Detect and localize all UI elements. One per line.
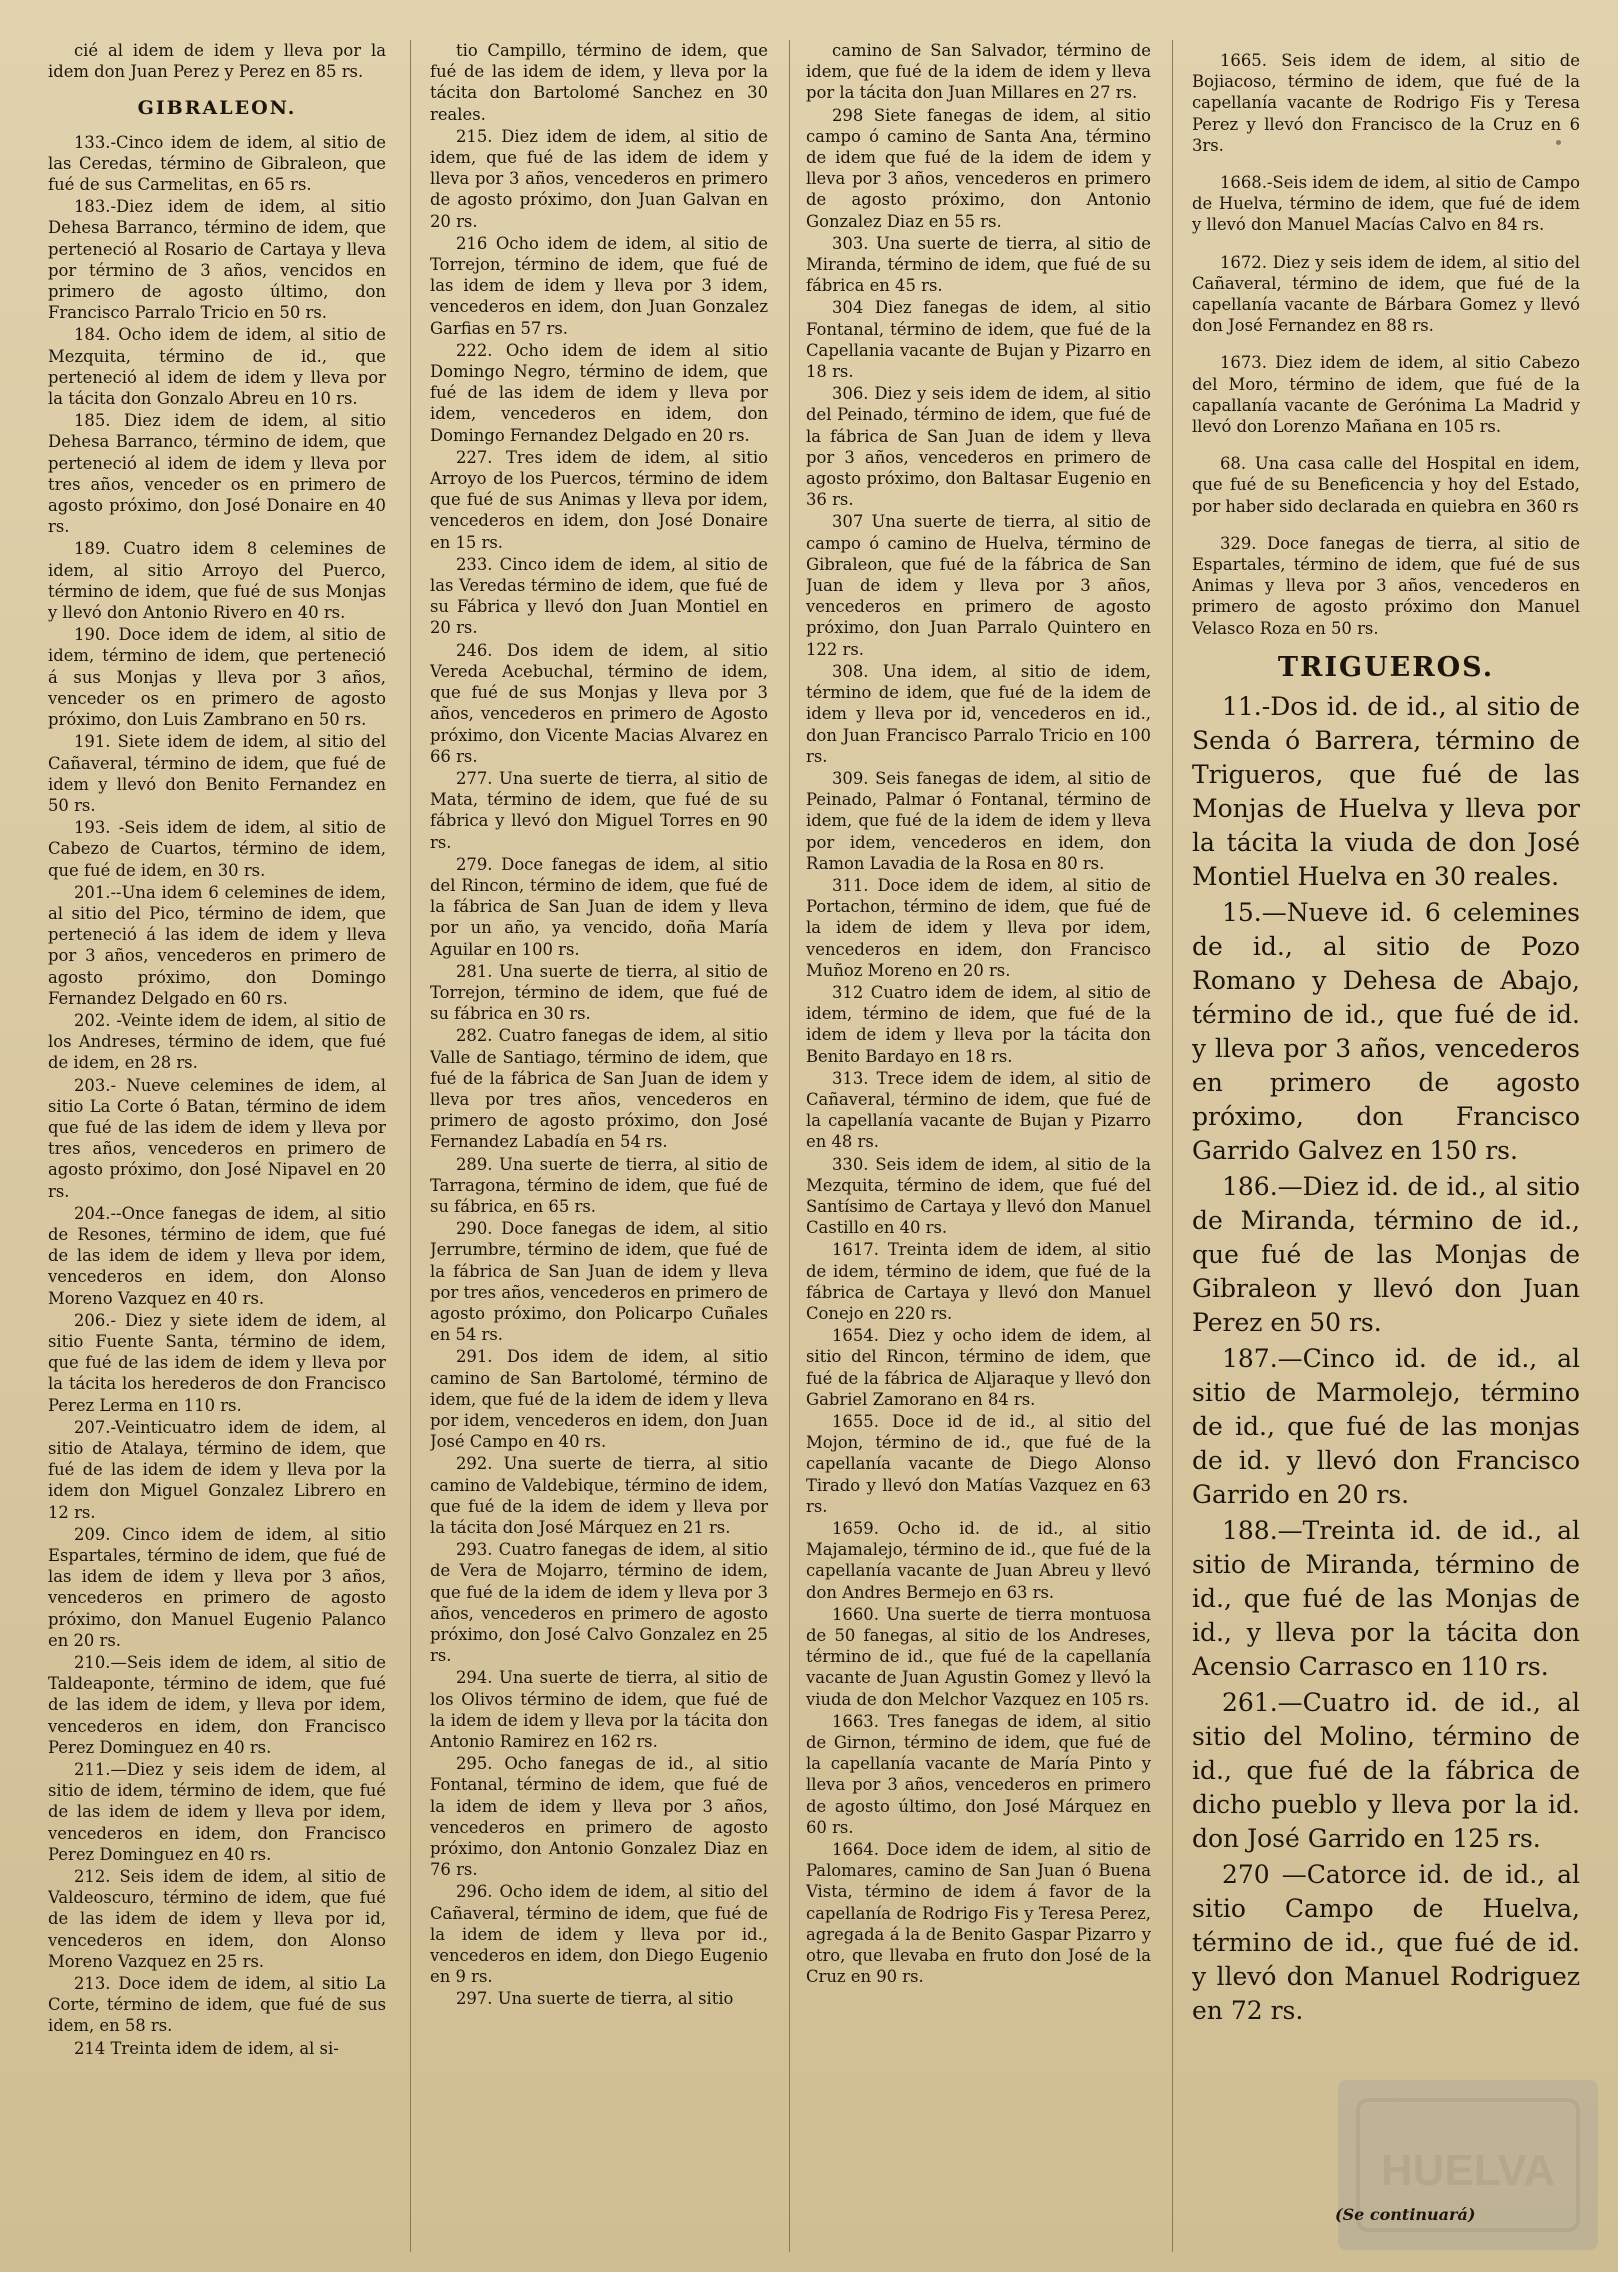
listing-entry: 190. Doce idem de idem, al sitio de idem, término de idem, que perteneció á sus Monjas y lleva por 3 años, venceder os en primero de agosto próximo, don Luis Zambrano en 50 rs. — [48, 625, 386, 730]
listing-entry: 206.- Diez y siete idem de idem, al sitio Fuente Santa, término de idem, que fué de las idem de idem y lleva por la tácita los herederos de don Francisco Perez Lerma en 110 rs. — [48, 1310, 386, 1415]
listing-entry: 304 Diez fanegas de idem, al sitio Fontanal, término de idem, que fué de la Capellania vacante de Bujan y Pizarro en 18 rs. — [806, 298, 1151, 382]
listing-entry: 202. -Veinte idem de idem, al sitio de los Andreses, término de idem, que fué de idem, en 28 rs. — [48, 1010, 386, 1073]
listing-entry: 291. Dos idem de idem, al sitio camino de San Bartolomé, término de idem, que fué de la idem de idem y lleva por idem, vencederos en idem, don Juan José Campo en 40 rs. — [430, 1347, 768, 1452]
listing-entry: 210.—Seis idem de idem, al sitio de Taldeaponte, término de idem, que fué de las idem de idem, y lleva por idem, vencederos en idem, don Francisco Perez Dominguez en 40 rs. — [48, 1653, 386, 1757]
listing-entry: 68. Una casa calle del Hospital en idem, que fué de su Beneficencia y hoy del Estado, por haber sido declarada en quiebra en 360 rs — [1192, 454, 1580, 516]
listing-entry: 187.—Cinco id. de id., al sitio de Marmolejo, término de id., que fué de las monjas de id. y llevó don Francisco Garrido en 20 rs. — [1192, 1344, 1580, 1510]
text-column-4 — [1192, 50, 1580, 2252]
listing-entry: 189. Cuatro idem 8 celemines de idem, al sitio Arroyo del Puerco, término de idem, que fué de sus Monjas y llevó don Antonio Rivero en 40 rs. — [48, 539, 386, 623]
listing-entry: 1659. Ocho id. de id., al sitio Majamalejo, término de id., que fué de la capellanía vacante de Juan Abreu y llevó don Andres Bermejo en 63 rs. — [806, 1519, 1151, 1602]
listing-entry: 184. Ocho idem de idem, al sitio de Mezquita, término de id., que perteneció al idem de idem y lleva por la tácita don Gonzalo Abreu en 10 rs. — [48, 325, 386, 409]
listing-entry: 1660. Una suerte de tierra montuosa de 50 fanegas, al sitio de los Andreses, término de id., que fué de la capellanía vacante de Juan Agustin Gomez y llevó la viuda de don Melchor Vazquez en 105 rs. — [806, 1604, 1151, 1709]
listing-entry: tio Campillo, término de idem, que fué de las idem de idem, y lleva por la tácita don Bartolomé Sanchez en 30 reales. — [430, 41, 768, 124]
listing-entry: 1664. Doce idem de idem, al sitio de Palomares, camino de San Juan ó Buena Vista, término de idem á favor de la capellanía de Rodrigo Fis y Teresa Perez, agregada á la de Benito Gaspar Pizarro y otro, que llevaba en fruto don José de la Cruz en 90 rs. — [806, 1840, 1151, 1987]
listing-entry: 277. Una suerte de tierra, al sitio de Mata, término de idem, que fué de su fábrica y llevó don Miguel Torres en 90 rs. — [430, 768, 768, 852]
listing-entry: 1665. Seis idem de idem, al sitio de Bojiacoso, término de idem, que fué de la capellanía vacante de Rodrigo Fis y Teresa Perez y llevó don Francisco de la Cruz en 6 3rs. — [1192, 51, 1580, 155]
text-column-1 — [48, 40, 386, 2252]
listing-entry: 307 Una suerte de tierra, al sitio de campo ó camino de Huelva, término de Gibraleon, que fué de la fábrica de San Juan de idem y lleva por 3 años, vencederos en primero de agosto próximo, don Juan Parralo Quintero en 122 rs. — [806, 512, 1151, 659]
listing-entry: 186.—Diez id. de id., al sitio de Miranda, término de id., que fué de las Monjas de Gibraleon y llevó don Juan Perez en 50 rs. — [1192, 1172, 1580, 1338]
listing-entry: 133.-Cinco idem de idem, al sitio de las Ceredas, término de Gibraleon, que fué de sus Carmelitas, en 65 rs. — [48, 132, 386, 195]
column-rule — [789, 40, 790, 2252]
listing-entry: 214 Treinta idem de idem, al si- — [74, 2038, 339, 2058]
listing-entry: 1655. Doce id de id., al sitio del Mojon, término de id., que fué de la capellanía vacante de Diego Alonso Tirado y llevó don Matías Vazquez en 63 rs. — [806, 1412, 1151, 1516]
listing-entry: 211.—Diez y seis idem de idem, al sitio de idem, término de idem, que fué de las idem de idem y lleva por idem, vencederos en idem, don Francisco Perez Dominguez en 40 rs. — [48, 1760, 386, 1864]
listing-entry: 311. Doce idem de idem, al sitio de Portachon, término de idem, que fué de la idem de idem y lleva por idem, vencederos en idem, don Francisco Muñoz Moreno en 20 rs. — [806, 875, 1151, 980]
watermark-text: HUELVA — [1380, 2146, 1556, 2195]
listing-entry: 294. Una suerte de tierra, al sitio de los Olivos término de idem, que fué de la idem de idem y lleva por la tácita don Antonio Ramirez en 162 rs. — [430, 1668, 768, 1752]
listing-entry: 209. Cinco idem de idem, al sitio Espartales, término de idem, que fué de las idem de idem y lleva por 3 años, vencederos en primero de agosto próximo, don Manuel Eugenio Palanco en 20 rs. — [48, 1524, 386, 1650]
listing-entry: cié al idem de idem y lleva por la idem don Juan Perez y Perez en 85 rs. — [48, 41, 386, 82]
text-column-3 — [806, 40, 1151, 2252]
column-rule — [1172, 40, 1173, 2252]
listing-entry: 292. Una suerte de tierra, al sitio camino de Valdebique, término de idem, que fué de la idem de idem y lleva por la tácita don José Márquez en 21 rs. — [430, 1454, 768, 1538]
listing-entry: 295. Ocho fanegas de id., al sitio Fontanal, término de idem, que fué de la idem de idem y lleva por 3 años, vencederos en primero de agosto próximo, don Antonio Gonzalez Diaz en 76 rs. — [430, 1754, 768, 1880]
column-rule — [410, 40, 411, 2252]
listing-entry: 306. Diez y seis idem de idem, al sitio del Peinado, término de idem, que fué de la fábrica de San Juan de idem y lleva por 3 años, vencederos en primero de agosto próximo, don Baltasar Eugenio en 36 rs. — [806, 384, 1151, 510]
listing-entry: 279. Doce fanegas de idem, al sitio del Rincon, término de idem, que fué de la fábrica de San Juan de idem y lleva por un año, ya vencido, doña María Aguilar en 100 rs. — [430, 854, 768, 959]
listing-entry: 207.-Veinticuatro idem de idem, al sitio de Atalaya, término de idem, que fué de las idem de idem y lleva por la idem don Miguel Gonzalez Librero en 12 rs. — [48, 1417, 386, 1522]
listing-entry: 185. Diez idem de idem, al sitio Dehesa Barranco, término de idem, que perteneció al idem de idem y lleva por tres años, venceder os en primero de agosto próximo, don José Donaire en 40 rs. — [48, 411, 386, 537]
listing-entry: 330. Seis idem de idem, al sitio de la Mezquita, término de idem, que fué del Santísimo de Cartaya y llevó don Manuel Castillo en 40 rs. — [806, 1154, 1151, 1238]
listing-entry: 212. Seis idem de idem, al sitio de Valdeoscuro, término de idem, que fué de las idem de idem y lleva por id, vencederos en idem, don Alonso Moreno Vazquez en 25 rs. — [48, 1867, 386, 1971]
listing-entry: 183.-Diez idem de idem, al sitio Dehesa Barranco, término de idem, que perteneció al Rosario de Cartaya y lleva por término de 3 años, vencidos en primero de agosto último, don Francisco Parralo Tricio en 50 rs. — [48, 197, 386, 323]
listing-entry: 281. Una suerte de tierra, al sitio de Torrejon, término de idem, que fué de su fábrica en 30 rs. — [430, 961, 768, 1024]
listing-entry: 227. Tres idem de idem, al sitio Arroyo de los Puercos, término de idem que fué de sus Animas y lleva por idem, vencederos en idem, don José Donaire en 15 rs. — [430, 447, 768, 552]
listing-entry: 191. Siete idem de idem, al sitio del Cañaveral, término de idem, que fué de idem y llevó don Benito Fernandez en 50 rs. — [48, 732, 386, 815]
listing-entry: 1617. Treinta idem de idem, al sitio de idem, término de idem, que fué de la fábrica de Cartaya y llevó don Manuel Conejo en 220 rs. — [806, 1240, 1151, 1323]
listing-entry: 204.--Once fanegas de idem, al sitio de Resones, término de idem, que fué de las idem de idem y lleva por idem, vencederos en idem, don Alonso Moreno Vazquez en 40 rs. — [48, 1203, 386, 1308]
listing-entry: 290. Doce fanegas de idem, al sitio Jerrumbre, término de idem, que fué de la fábrica de San Juan de idem y lleva por tres años, vencederos en primero de agosto próximo, don Policarpo Cuñales en 54 rs. — [430, 1219, 768, 1345]
listing-entry: 1668.-Seis idem de idem, al sitio de Campo de Huelva, término de idem, que fué de idem y llevó don Manuel Macías Calvo en 84 rs. — [1192, 173, 1580, 235]
archive-stamp — [1338, 2080, 1598, 2250]
listing-entry: 313. Trece idem de idem, al sitio de Cañaveral, término de idem, que fué de la capellanía vacante de Bujan y Pizarro en 48 rs. — [806, 1068, 1151, 1152]
listing-entry: 1663. Tres fanegas de idem, al sitio de Girnon, término de idem, que fué de la capellanía vacante de María Pinto y lleva por 3 años, vencederos en primero de agosto último, don José Márquez en 60 rs. — [806, 1711, 1151, 1837]
listing-entry: 298 Siete fanegas de idem, al sitio campo ó camino de Santa Ana, término de idem que fué de la idem de idem y lleva por 3 años, vencederos en primero de agosto próximo, don Antonio Gonzalez Diaz en 55 rs. — [806, 105, 1151, 231]
listing-entry: 246. Dos idem de idem, al sitio Vereda Acebuchal, término de idem, que fué de sus Monjas y lleva por 3 años, vencederos en primero de Agosto próximo, don Vicente Macias Alvarez en 66 rs. — [430, 640, 768, 766]
listing-entry: 293. Cuatro fanegas de idem, al sitio de Vera de Mojarro, término de idem, que fué de la idem de idem y lleva por 3 años, vencederos en primero de agosto próximo, don José Calvo Gonzalez en 25 rs. — [430, 1540, 768, 1666]
listing-entry: camino de San Salvador, término de idem, que fué de la idem de idem y lleva por la tácita don Juan Millares en 27 rs. — [806, 41, 1151, 103]
continuation-note: (Se continuará) — [1335, 2205, 1476, 2224]
listing-entry: 1672. Diez y seis idem de idem, al sitio del Cañaveral, término de idem, que fué de la capellanía vacante de Bárbara Gomez y llevó don José Fernandez en 88 rs. — [1192, 252, 1580, 336]
text-column-2 — [430, 40, 768, 2252]
listing-entry: 308. Una idem, al sitio de idem, término de idem, que fué de la idem de idem y lleva por id, vencederos en id., don Juan Francisco Parralo Tricio en 100 rs. — [806, 661, 1151, 766]
listing-entry: 222. Ocho idem de idem al sitio Domingo Negro, término de idem, que fué de las idem de idem y lleva por idem, vencederos en idem, don Domingo Fernandez Delgado en 20 rs. — [430, 340, 768, 445]
listing-entry: 309. Seis fanegas de idem, al sitio de Peinado, Palmar ó Fontanal, término de idem, que fué de la idem de idem y lleva por idem, vencederos en idem, don Ramon Lavadia de la Rosa en 80 rs. — [806, 768, 1151, 873]
listing-entry: 201.--Una idem 6 celemines de idem, al sitio del Pico, término de idem, que perteneció á las idem de idem y lleva por 3 años, vencederos en primero de agosto próximo, don Domingo Fernandez Delgado en 60 rs. — [48, 882, 386, 1008]
listing-entry: 289. Una suerte de tierra, al sitio de Tarragona, término de idem, que fué de su fábrica, en 65 rs. — [430, 1154, 768, 1216]
listing-entry: 303. Una suerte de tierra, al sitio de Miranda, término de idem, que fué de su fábrica en 45 rs. — [806, 233, 1151, 296]
listing-entry: 233. Cinco idem de idem, al sitio de las Veredas término de idem, que fué de su Fábrica y llevó don Juan Montiel en 20 rs. — [430, 554, 768, 638]
listing-entry: 193. -Seis idem de idem, al sitio de Cabezo de Cuartos, término de idem, que fué de idem, en 30 rs. — [48, 818, 386, 880]
ink-spot — [1556, 140, 1561, 145]
listing-entry: 215. Diez idem de idem, al sitio de idem, que fué de las idem de idem y lleva por 3 años, vencederos en primero de agosto próximo, don Juan Galvan en 20 rs. — [430, 126, 768, 231]
listing-entry: 213. Doce idem de idem, al sitio La Corte, término de idem, que fué de sus idem, en 58 rs. — [48, 1974, 386, 2036]
listing-entry: 216 Ocho idem de idem, al sitio de Torrejon, término de idem, que fué de las idem de idem y lleva por 3 idem, vencederos en idem, don Juan Gonzalez Garfias en 57 rs. — [430, 233, 768, 338]
listing-entry: 270 —Catorce id. de id., al sitio Campo de Huelva, término de id., que fué de id. y llevó don Manuel Rodriguez en 72 rs. — [1192, 1860, 1580, 2026]
listing-entry: 312 Cuatro idem de idem, al sitio de idem, término de idem, que fué de la idem de idem y lleva por la tácita don Benito Bardayo en 18 rs. — [806, 982, 1151, 1066]
listing-entry: 297. Una suerte de tierra, al sitio — [456, 1989, 734, 2009]
listing-entry: 203.- Nueve celemines de idem, al sitio La Corte ó Batan, término de idem que fué de las idem de idem y lleva por tres años, vencederos en primero de agosto próximo, don José Nipavel en 20 rs. — [48, 1075, 386, 1201]
listing-entry: 1654. Diez y ocho idem de idem, al sitio del Rincon, término de idem, que fué de la fábrica de Aljaraque y llevó don Gabriel Zamorano en 84 rs. — [806, 1326, 1151, 1409]
listing-entry: 296. Ocho idem de idem, al sitio del Cañaveral, término de idem, que fué de la idem de idem y lleva por id., vencederos en idem, don Diego Eugenio en 9 rs. — [430, 1882, 768, 1987]
listing-entry: 1673. Diez idem de idem, al sitio Cabezo del Moro, término de idem, que fué de la capallanía vacante de Gerónima La Madrid y llevó don Lorenzo Mañana en 105 rs. — [1192, 353, 1580, 437]
listing-entry: 282. Cuatro fanegas de idem, al sitio Valle de Santiago, término de idem, que fué de la fábrica de San Juan de idem y lleva por tres años, vencederos en primero de agosto próximo, don José Fernandez Labadía en 54 rs. — [430, 1026, 768, 1152]
listing-entry: 329. Doce fanegas de tierra, al sitio de Espartales, término de idem, que fué de sus Animas y lleva por 3 años, vencederos en primero de agosto próximo don Manuel Velasco Roza en 50 rs. — [1192, 533, 1580, 638]
listing-entry: 11.-Dos id. de id., al sitio de Senda ó Barrera, término de Trigueros, que fué de las Monjas de Huelva y lleva por la tácita la viuda de don José Montiel Huelva en 30 reales. — [1192, 692, 1580, 892]
listing-entry: 188.—Treinta id. de id., al sitio de Miranda, término de id., que fué de las Monjas de id., y lleva por la tácita don Acensio Carrasco en 110 rs. — [1192, 1516, 1580, 1682]
section-heading: TRIGUEROS. — [1277, 651, 1495, 683]
listing-entry: 261.—Cuatro id. de id., al sitio del Molino, término de id., que fué de la fábrica de dicho pueblo y lleva por la id. don José Garrido en 125 rs. — [1192, 1688, 1580, 1854]
section-heading: GIBRALEON. — [137, 97, 297, 120]
listing-entry: 15.—Nueve id. 6 celemines de id., al sitio de Pozo Romano y Dehesa de Abajo, término de id., que fué de id. y lleva por 3 años, vencederos en primero de agosto próximo, don Francisco Garrido Galvez en 150 rs. — [1192, 898, 1580, 1166]
